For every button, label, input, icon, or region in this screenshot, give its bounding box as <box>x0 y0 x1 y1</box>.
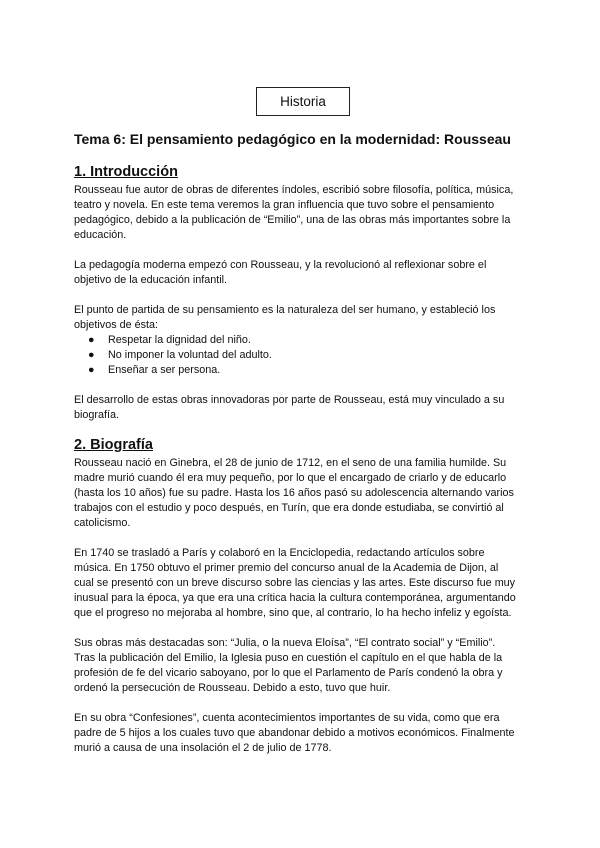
paragraph: Sus obras más destacadas son: “Julia, o la nueva Eloísa”, “El contrato social” y “Emilio”. Tras la publicación del Emilio, la Iglesia puso en cuestión el capítulo en el que habla de la profesión de fe del vicario saboyano, por lo que el Parlamento de París condenó la obra y ordenó la persecución de Rousseau. Debido a esto, tuvo que huir. <box>74 637 503 694</box>
section-introduccion <box>74 164 544 423</box>
bullet-icon: ● <box>88 349 95 361</box>
section-body <box>74 183 544 423</box>
paragraph: El desarrollo de estas obras innovadoras por parte de Rousseau, está muy vinculado a su biografía. <box>74 394 505 421</box>
list-item: ● Respetar la dignidad del niño. <box>88 334 251 346</box>
list-item: ● No imponer la voluntad del adulto. <box>88 349 272 361</box>
paragraph: En su obra “Confesiones”, cuenta acontecimientos importantes de su vida, como que era padre de 5 hijos a los cuales tuvo que abandonar debido a motivos económicos. Finalmente murió a causa de una insolación el 2 de julio de 1778. <box>74 712 515 754</box>
subject-label: Historia <box>280 94 326 109</box>
bullet-list <box>74 333 544 378</box>
section-heading: 2. Biografía <box>74 437 153 453</box>
document-title: Tema 6: El pensamiento pedagógico en la modernidad: Rousseau <box>74 131 511 147</box>
paragraph: Rousseau nació en Ginebra, el 28 de junio de 1712, en el seno de una familia humilde. Su madre murió cuando él era muy pequeño, por lo que el encargado de criarlo y de educarlo (hasta los 10 años) fue su padre. Hasta los 16 años pasó su adolescencia alternando varios trabajos con el estudio y poco después, en Turín, que era donde estudiaba, se convirtió al catolicismo. <box>74 457 514 529</box>
paragraph: La pedagogía moderna empezó con Rousseau, y la revolucionó al reflexionar sobre el objetivo de la educación infantil. <box>74 259 487 286</box>
list-item: ● Enseñar a ser persona. <box>88 364 221 376</box>
subject-label-box <box>256 87 350 116</box>
bullet-icon: ● <box>88 334 95 346</box>
bullet-icon: ● <box>88 364 95 376</box>
paragraph: Rousseau fue autor de obras de diferentes índoles, escribió sobre filosofía, política, música, teatro y novela. En este tema veremos la gran influencia que tuvo sobre el pensamiento pedagógico, debido a la publicación de “Emilio”, una de las obras más importantes sobre la educación. <box>74 184 514 241</box>
section-heading: 1. Introducción <box>74 164 178 180</box>
paragraph: El punto de partida de su pensamiento es la naturaleza del ser humano, y estableció los objetivos de ésta: <box>74 304 496 331</box>
paragraph: En 1740 se trasladó a París y colaboró en la Enciclopedia, redactando artículos sobre música. En 1750 obtuvo el primer premio del concurso anual de la Academia de Dijon, al cual se presentó con un breve discurso sobre las ciencias y las artes. Este discurso fue muy inusual para la época, ya que era una crítica hacia la cultura contemporánea, argumentando que el progreso no mejoraba al hombre, sino que, al contrario, lo ha hecho infeliz y egoísta. <box>74 547 516 619</box>
section-body <box>74 456 544 756</box>
section-biografia <box>74 437 544 756</box>
